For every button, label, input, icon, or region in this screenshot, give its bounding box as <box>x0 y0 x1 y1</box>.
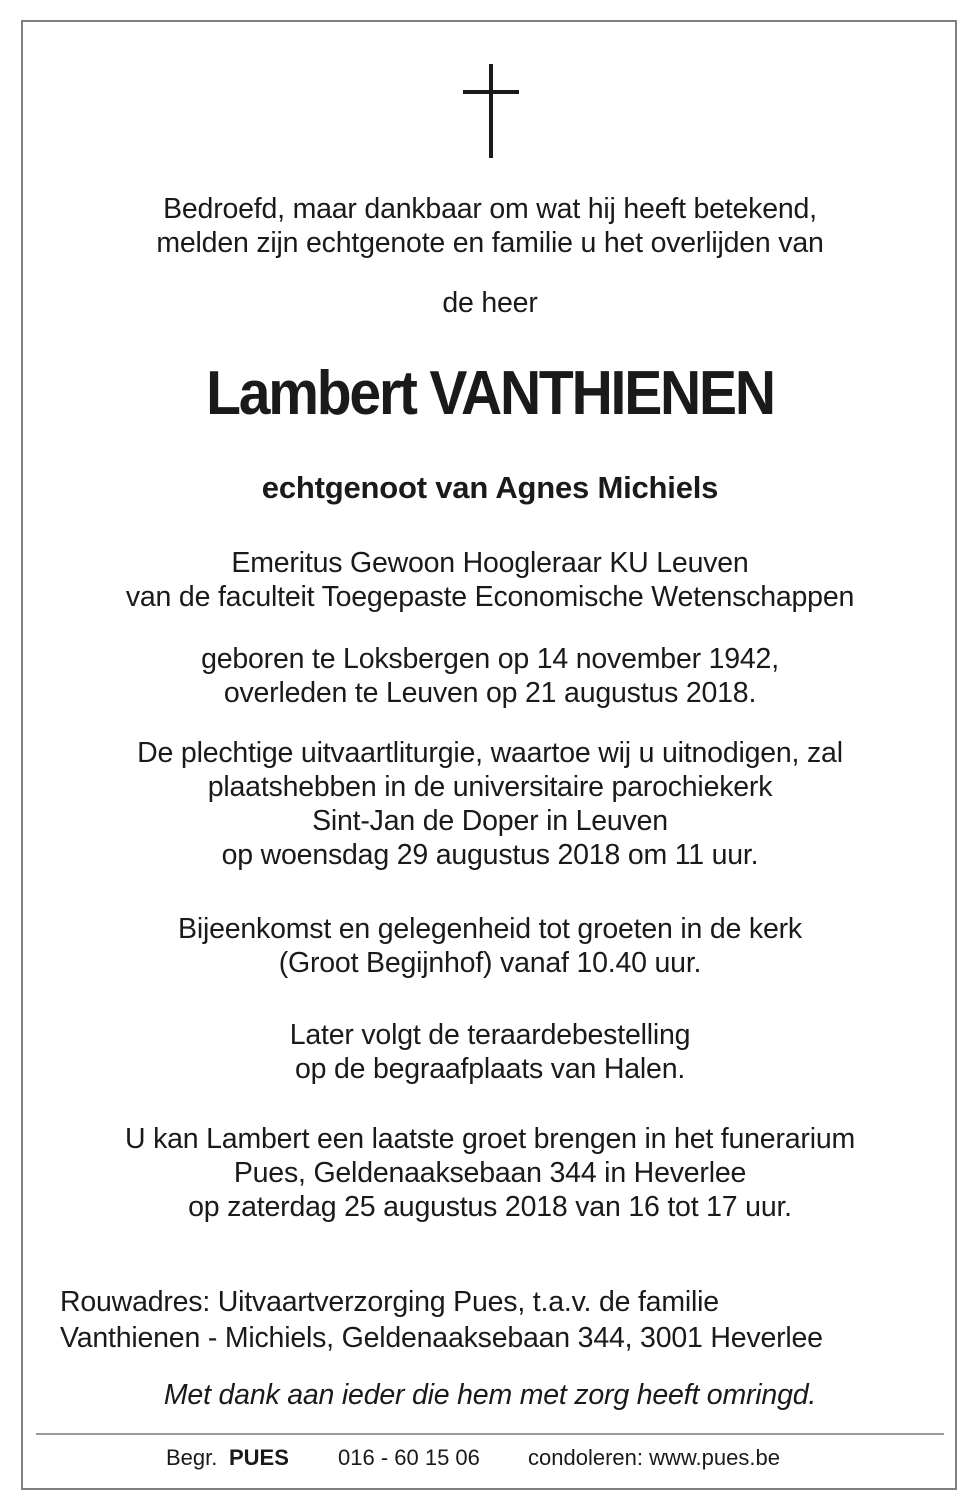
visitation-line-2: Pues, Geldenaaksebaan 344 in Heverlee <box>233 1157 747 1189</box>
gathering-line-1: Bijeenkomst en gelegenheid tot groeten in de kerk <box>178 913 802 945</box>
gathering-details <box>0 912 980 980</box>
spouse <box>0 471 980 505</box>
visitation-line-3: op zaterdag 25 augustus 2018 van 16 tot 17 uur. <box>188 1191 792 1223</box>
life-dates <box>0 642 980 710</box>
profession <box>0 546 980 614</box>
thanks-text: Met dank aan ieder die hem met zorg heeft omringd. <box>163 1379 817 1411</box>
death-line: overleden te Leuven op 21 augustus 2018. <box>223 677 757 709</box>
intro-line-2: melden zijn echtgenote en familie u het overlijden van <box>156 227 824 259</box>
address-line-2: Vanthienen - Michiels, Geldenaaksebaan 344, 3001 Heverlee <box>60 1322 823 1354</box>
cross-icon <box>461 64 521 158</box>
profession-line-1: Emeritus Gewoon Hoogleraar KU Leuven <box>231 547 749 579</box>
footer-condolences-link[interactable]: condoleren: www.pues.be <box>528 1445 780 1470</box>
footer <box>0 1440 980 1476</box>
footer-prefix: Begr. <box>166 1445 218 1470</box>
funeral-line-2: plaatshebben in de universitaire parochiekerk <box>207 771 773 803</box>
footer-divider <box>36 1433 944 1435</box>
funeral-line-4: op woensdag 29 augustus 2018 om 11 uur. <box>221 839 759 871</box>
burial-details <box>0 1018 980 1086</box>
visitation-details <box>0 1122 980 1224</box>
funeral-line-1: De plechtige uitvaartliturgie, waartoe wij u uitnodigen, zal <box>137 737 843 769</box>
mourning-address <box>60 1284 960 1356</box>
funeral-details <box>0 736 980 872</box>
footer-undertaker: PUES <box>229 1445 289 1470</box>
title-prefix-text: de heer <box>442 287 538 319</box>
intro <box>0 192 980 260</box>
title-prefix <box>0 286 980 320</box>
intro-line-1: Bedroefd, maar dankbaar om wat hij heeft betekend, <box>163 193 817 225</box>
spouse-text: echtgenoot van Agnes Michiels <box>261 470 719 505</box>
burial-line-2: op de begraafplaats van Halen. <box>294 1053 686 1085</box>
footer-phone: 016 - 60 15 06 <box>338 1445 480 1470</box>
deceased-name: Lambert VANTHIENEN <box>206 359 774 428</box>
profession-line-2: van de faculteit Toegepaste Economische Wetenschappen <box>125 581 855 613</box>
visitation-line-1: U kan Lambert een laatste groet brengen in het funerarium <box>124 1123 856 1155</box>
funeral-line-3: Sint-Jan de Doper in Leuven <box>312 805 668 837</box>
gathering-line-2: (Groot Begijnhof) vanaf 10.40 uur. <box>278 947 702 979</box>
burial-line-1: Later volgt de teraardebestelling <box>289 1019 691 1051</box>
birth-line: geboren te Loksbergen op 14 november 1942, <box>201 643 779 675</box>
thanks <box>0 1378 980 1412</box>
address-line-1: Rouwadres: Uitvaartverzorging Pues, t.a.v. de familie <box>60 1286 719 1318</box>
